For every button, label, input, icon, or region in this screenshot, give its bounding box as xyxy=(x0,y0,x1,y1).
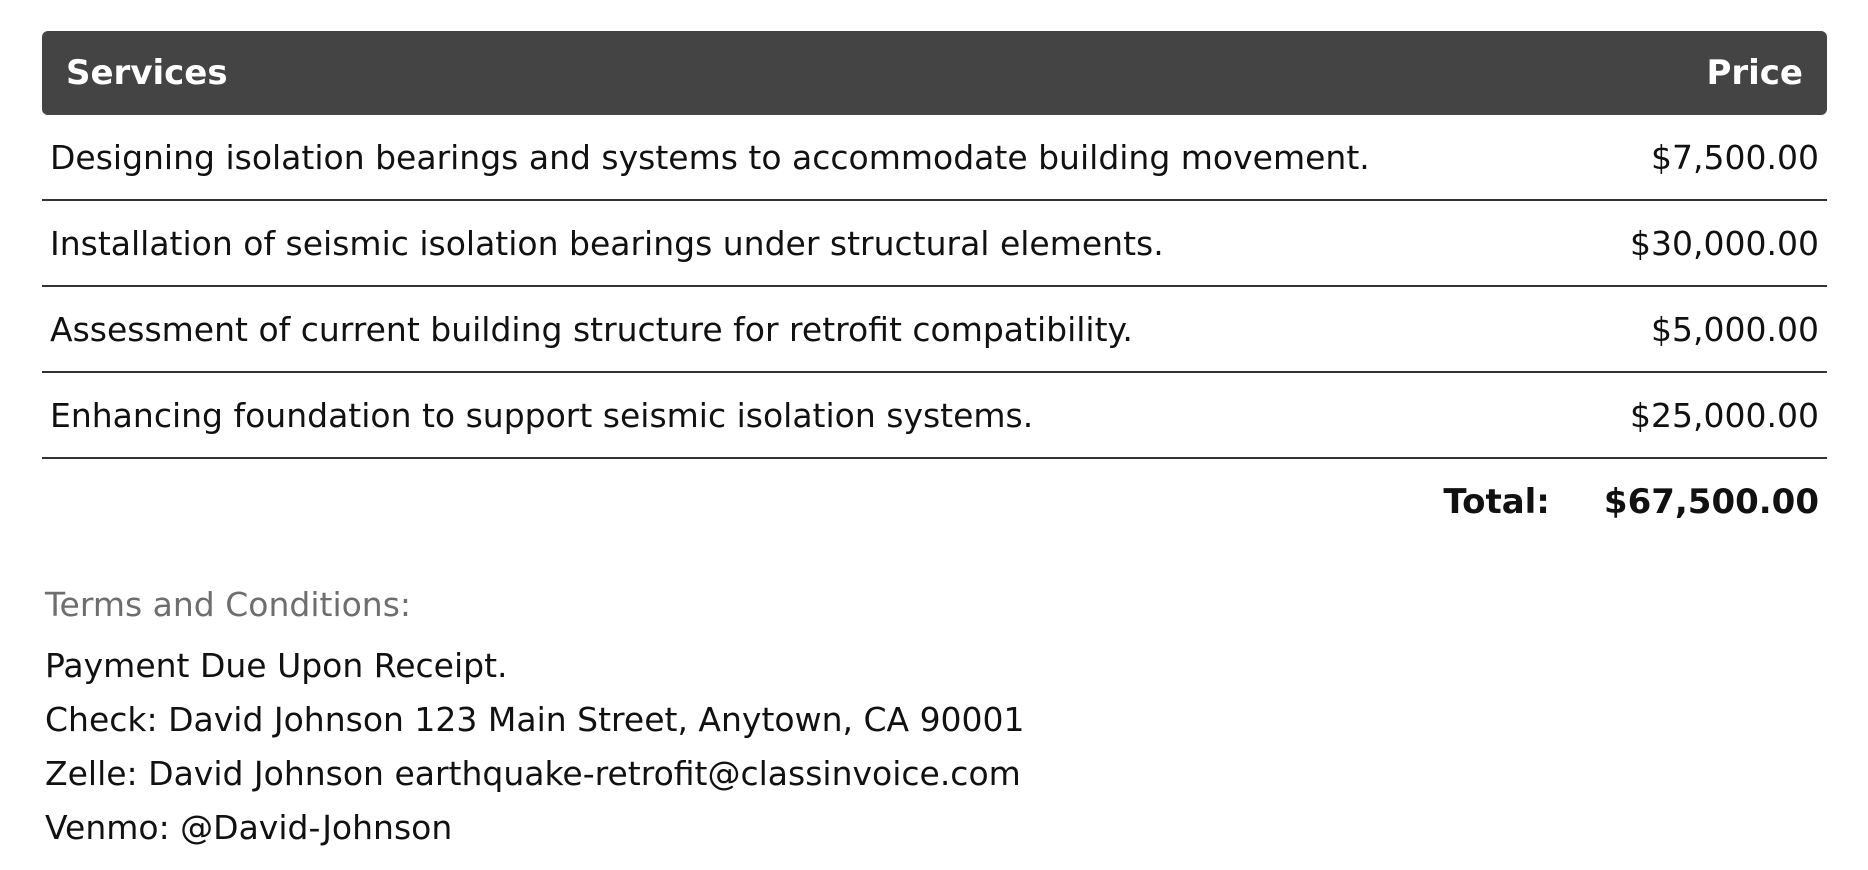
total-label: Total: xyxy=(1443,482,1550,522)
total-row xyxy=(42,459,1827,545)
check-payment-line: Check: David Johnson 123 Main Street, Anytown, CA 90001 xyxy=(45,700,1025,739)
service-price: $25,000.00 xyxy=(1630,395,1819,435)
terms-title: Terms and Conditions: xyxy=(45,585,412,624)
total-value: $67,500.00 xyxy=(1603,482,1819,522)
zelle-payment-line: Zelle: David Johnson earthquake-retrofit@classinvoice.com xyxy=(45,754,1021,793)
service-price: $7,500.00 xyxy=(1651,137,1819,177)
table-header xyxy=(42,31,1827,115)
service-description: Assessment of current building structure for retrofit compatibility. xyxy=(50,309,1133,349)
service-description: Enhancing foundation to support seismic isolation systems. xyxy=(50,395,1034,435)
table-row xyxy=(42,115,1827,201)
table-row xyxy=(42,201,1827,287)
venmo-payment-line: Venmo: @David-Johnson xyxy=(45,808,453,847)
terms-section xyxy=(45,583,1025,855)
service-price: $5,000.00 xyxy=(1651,309,1819,349)
payment-due-line: Payment Due Upon Receipt. xyxy=(45,646,508,685)
services-table xyxy=(42,31,1827,545)
service-description: Installation of seismic isolation bearings under structural elements. xyxy=(50,223,1164,263)
service-description: Designing isolation bearings and systems to accommodate building movement. xyxy=(50,137,1370,177)
price-column-header: Price xyxy=(1706,53,1803,93)
service-price: $30,000.00 xyxy=(1630,223,1819,263)
table-row xyxy=(42,373,1827,459)
services-column-header: Services xyxy=(66,53,228,93)
table-row xyxy=(42,287,1827,373)
